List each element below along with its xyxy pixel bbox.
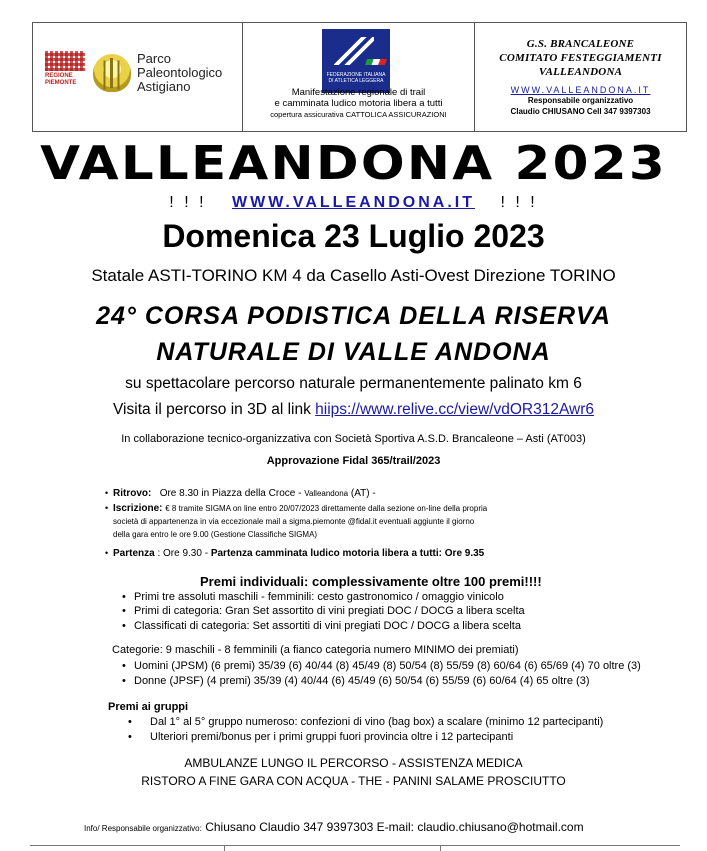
manif-line-2: e camminata ludico motoria libera a tutti — [274, 98, 443, 109]
partenza-text: : Ore 9.30 - — [154, 548, 211, 559]
iscrizione-item — [105, 502, 673, 541]
url-row — [0, 194, 707, 212]
ritrovo-place: Valleandona — [304, 489, 349, 498]
gs-cell — [475, 23, 686, 131]
bullet-icon: • — [122, 591, 126, 603]
bullet-icon: • — [122, 605, 126, 617]
partenza-camminata: Partenza camminata ludico motoria libera a tutti: Ore 9.35 — [210, 548, 485, 559]
categoria-item — [122, 659, 641, 673]
gs-line-3: VALLEANDONA — [538, 66, 623, 78]
bullet-icon: • — [105, 488, 109, 498]
gs-resp-label: Responsabile organizzativo — [527, 96, 634, 105]
fidal-text-1: FEDERAZIONE ITALIANA — [326, 72, 386, 78]
fidal-cell — [243, 23, 475, 131]
premi-item — [122, 590, 504, 604]
website-link[interactable]: WWW.VALLEANDONA.IT — [231, 194, 475, 211]
premi-text: Primi di categoria: Gran Set assortito di vini pregiati DOC / DOCG a libera scelta — [134, 605, 525, 617]
bullet-icon: • — [122, 620, 126, 632]
exclaim-left: ! ! ! — [169, 194, 207, 211]
categorie-header: Categorie: 9 maschili - 8 femminili (a fianco categoria numero MINIMO dei premiati) — [112, 644, 519, 656]
gs-line-2: COMITATO FESTEGGIAMENTI — [499, 52, 662, 64]
regione-text-1: REGIONE — [45, 73, 73, 79]
partenza-label: Partenza — [113, 548, 155, 559]
premi-title: Premi individuali: complessivamente oltre 100 premi!!!! — [200, 574, 542, 589]
partenza-item — [105, 547, 673, 560]
bullet-icon: • — [122, 675, 126, 687]
bullet-icon: • — [105, 548, 109, 558]
iscrizione-line-2: società di appartenenza in via eccezionale mail a sigma.piemonte @fidal.it eventuali aggiunte il giorno — [113, 517, 475, 526]
header-box — [32, 22, 687, 132]
fidal-text-2: DI ATLETICA LEGGERA — [328, 78, 384, 84]
regione-text-2: PIEMONTE — [45, 80, 77, 86]
bottom-tick — [440, 845, 441, 851]
gs-resp-contact: Claudio CHIUSANO Cell 347 9397303 — [510, 107, 651, 116]
bullet-icon: • — [128, 716, 132, 728]
gruppi-text: Dal 1° al 5° gruppo numeroso: confezioni di vino (bag box) a scalare (minimo 12 partecipanti) — [150, 716, 604, 728]
bullet-icon: • — [128, 731, 132, 743]
bullet-icon: • — [122, 660, 126, 672]
closing-line-2: RISTORO A FINE GARA CON ACQUA - THE - PANINI SALAME PROSCIUTTO — [141, 774, 566, 788]
collaboration-text: In collaborazione tecnico-organizzativa con Società Sportiva A.S.D. Brancaleone – Asti (AT003) — [121, 433, 586, 445]
gs-url-link[interactable]: WWW.VALLEANDONA.IT — [510, 85, 651, 95]
relive-link[interactable]: hiips://www.relive.cc/view/vdOR312Awr6 — [315, 401, 594, 418]
ritrovo-tail: (AT) - — [348, 488, 376, 499]
parco-logo — [43, 51, 222, 95]
shell-icon — [93, 54, 131, 92]
race-title — [0, 298, 707, 370]
contact-info — [84, 820, 584, 834]
ritrovo-label: Ritrovo: — [113, 488, 152, 499]
parco-line-2: Paleontologico — [137, 65, 223, 80]
regione-piemonte-logo-icon — [43, 51, 89, 95]
course-description: su spettacolare percorso naturale permanentemente palinato km 6 — [125, 375, 582, 392]
visita-line — [0, 401, 707, 419]
bottom-tick — [224, 845, 225, 851]
fidal-logo-icon — [322, 29, 390, 93]
race-title-line-2: NATURALE DI VALLE ANDONA — [156, 338, 551, 366]
iscrizione-line-1: € 8 tramite SIGMA on line entro 20/07/2023 direttamente dalla sezione on-line della propria — [165, 504, 488, 513]
approval-text: Approvazione Fidal 365/trail/2023 — [266, 455, 441, 467]
contact-text: Chiusano Claudio 347 9397303 E-mail: claudio.chiusano@hotmail.com — [201, 820, 584, 834]
ritrovo-item — [105, 487, 673, 500]
iscrizione-line-3: della gara entro le ore 9.00 (Gestione Classifiche SIGMA) — [113, 530, 318, 539]
premi-item — [122, 604, 525, 618]
race-title-line-1: 24° CORSA PODISTICA DELLA RISERVA — [96, 302, 611, 330]
premi-text: Primi tre assoluti maschili - femminili: cesto gastronomico / omaggio vinicolo — [134, 591, 504, 603]
gruppi-title: Premi ai gruppi — [108, 701, 189, 713]
iscrizione-label: Iscrizione: — [113, 503, 163, 514]
exclaim-right: ! ! ! — [500, 194, 538, 211]
ritrovo-text: Ore 8.30 in Piazza della Croce - — [159, 488, 305, 499]
gruppi-item — [128, 715, 604, 729]
parco-cell — [33, 23, 243, 131]
premi-item — [122, 619, 521, 633]
location-directions: Statale ASTI-TORINO KM 4 da Casello Asti-Ovest Direzione TORINO — [91, 266, 616, 285]
closing-line-1: AMBULANZE LUNGO IL PERCORSO - ASSISTENZA MEDICA — [184, 756, 523, 770]
parco-line-3: Astigiano — [137, 79, 191, 94]
manifestazione-text — [243, 87, 474, 120]
manif-line-1: Manifestazione regionale di trail — [291, 87, 426, 98]
event-date: Domenica 23 Luglio 2023 — [162, 218, 545, 254]
premi-text: Classificati di categoria: Set assortiti di vini pregiati DOC / DOCG a libera scelta — [134, 620, 521, 632]
categoria-text: Uomini (JPSM) (6 premi) 35/39 (6) 40/44 (8) 45/49 (8) 50/54 (8) 55/59 (8) 60/64 (6) 65/69 (4) 70 oltre (3) — [134, 660, 641, 672]
gs-line-1: G.S. BRANCALEONE — [526, 38, 635, 50]
page-title: VALLEANDONA 2023 — [40, 136, 667, 190]
categoria-item — [122, 674, 590, 688]
visita-prefix: Visita il percorso in 3D al link — [113, 401, 316, 418]
parco-line-1: Parco — [137, 51, 171, 66]
bullet-icon: • — [105, 503, 109, 513]
gruppi-item — [128, 730, 514, 744]
contact-label: Info/ Responsabile organizzativo: — [84, 824, 202, 833]
parco-name — [137, 52, 222, 94]
bottom-divider — [30, 845, 680, 846]
manif-assicurazione: copertura assicurativa CATTOLICA ASSICURAZIONI — [270, 110, 447, 119]
gruppi-text: Ulteriori premi/bonus per i primi gruppi fuori provincia oltre i 12 partecipanti — [150, 731, 514, 743]
categoria-text: Donne (JPSF) (4 premi) 35/39 (4) 40/44 (6) 45/49 (6) 50/54 (6) 55/59 (6) 60/64 (4) 65 oltre (3) — [134, 675, 590, 687]
